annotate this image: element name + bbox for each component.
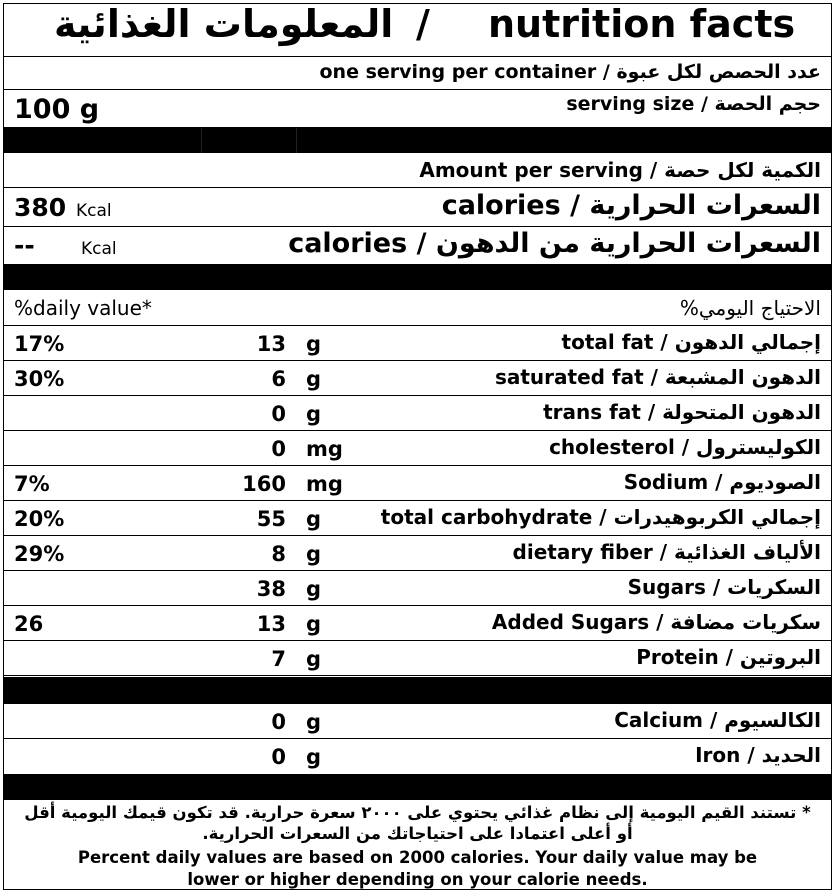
mineral-unit: g [306,745,322,769]
serving-size-row [4,90,831,128]
nutrition-label [3,3,832,890]
nutrient-unit: g [306,612,322,636]
nutrient-row [4,606,831,641]
nutrient-unit: g [306,367,322,391]
nutrient-amount: 7 [271,647,286,671]
nutrient-unit: g [306,507,322,531]
serving-size-value: 100 g [14,94,100,125]
nutrient-label: total fat / إجمالي الدهون [561,330,821,354]
nutrient-row [4,361,831,396]
calories-label: calories / السعرات الحرارية [441,190,821,221]
nutrient-amount: 0 [271,437,286,461]
nutrient-amount: 55 [256,507,286,531]
separator-bar [4,774,831,800]
servings-text: one serving per container / عدد الحصص لكل عبوة [319,61,821,83]
nutrient-percent: 17% [14,332,65,356]
nutrient-label: Sodium / الصوديوم [623,470,821,494]
nutrient-unit: g [306,577,322,601]
mineral-label: Calcium / الكالسيوم [614,708,821,732]
nutrient-amount: 13 [256,612,286,636]
nutrient-row [4,326,831,361]
calories-unit: Kcal [76,201,112,221]
nutrient-label: total carbohydrate / إجمالي الكربوهيدرات [380,505,821,529]
fat-calories-label: calories / السعرات الحرارية من الدهون [288,228,821,259]
nutrient-row [4,466,831,501]
separator-bar [4,265,831,290]
nutrient-unit: mg [306,437,343,461]
daily-value-header [4,290,831,326]
nutrient-percent: 20% [14,507,65,531]
separator-bar [4,677,831,704]
mineral-unit: g [306,710,322,734]
daily-value-en: %daily value* [14,296,152,320]
nutrient-unit: g [306,402,322,426]
amount-label: Amount per serving / الكمية لكل حصة [419,158,821,182]
nutrient-percent: 30% [14,367,65,391]
mineral-amount: 0 [271,745,286,769]
nutrient-row [4,396,831,431]
mineral-row [4,704,831,739]
nutrient-percent: 7% [14,472,50,496]
nutrient-percent: 29% [14,542,65,566]
nutrient-unit: g [306,647,322,671]
nutrient-percent: 26 [14,612,44,636]
nutrient-amount: 160 [242,472,286,496]
nutrient-amount: 0 [271,402,286,426]
fat-calories-unit: Kcal [81,239,117,259]
fat-calories-value: -- [14,231,35,260]
nutrient-label: Added Sugars / سكريات مضافة [491,610,821,634]
nutrient-unit: g [306,542,322,566]
nutrient-row [4,571,831,606]
nutrient-label: dietary fiber / الألياف الغذائية [512,540,821,564]
nutrient-row [4,536,831,571]
mineral-amount: 0 [271,710,286,734]
nutrient-amount: 8 [271,542,286,566]
separator-bar [4,128,831,153]
nutrient-label: Sugars / السكريات [627,575,821,599]
title-english: nutrition facts [488,2,796,46]
title-slash: / [416,2,430,46]
nutrient-label: cholesterol / الكوليسترول [549,435,821,459]
mineral-row [4,739,831,774]
title-row [4,4,831,57]
title-arabic: المعلومات الغذائية [54,2,394,46]
nutrient-label: Protein / البروتين [636,645,821,669]
nutrient-amount: 13 [256,332,286,356]
mineral-label: Iron / الحديد [695,743,821,767]
nutrient-row [4,501,831,536]
footnote-english: Percent daily values are based on 2000 calories. Your daily value may be lower or higher depending on your calorie needs. [77,848,758,889]
servings-row [4,57,831,90]
nutrient-row [4,431,831,466]
fat-calories-row [4,227,831,265]
calories-value: 380 [14,193,67,222]
nutrient-label: saturated fat / الدهون المشبعة [494,365,821,389]
nutrient-amount: 38 [256,577,286,601]
serving-size-label: serving size / حجم الحصة [566,93,821,115]
nutrient-row [4,641,831,676]
calories-row [4,188,831,227]
nutrient-label: trans fat / الدهون المتحولة [543,400,821,424]
nutrient-amount: 6 [271,367,286,391]
nutrient-unit: g [306,332,322,356]
daily-value-ar: %الاحتياج اليومي [679,296,821,320]
nutrient-unit: mg [306,472,343,496]
amount-row [4,153,831,188]
footnote-arabic: * تستند القيم اليومية إلى نظام غذائي يحتوي على ٢٠٠٠ سعرة حرارية. قد تكون قيمك اليومية أقل أو أعلى اعتمادا على احتياجاتك من السعرات الحرارية. [24,803,811,843]
